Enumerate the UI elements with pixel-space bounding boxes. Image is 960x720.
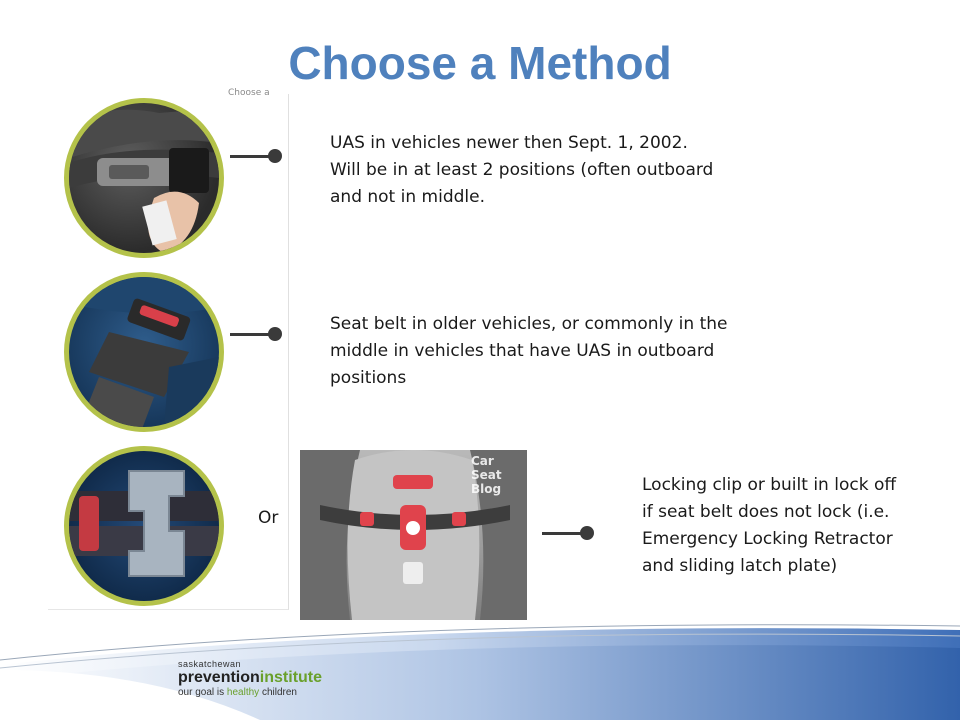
car-seat-blog-watermark: Car Seat Blog <box>471 454 502 496</box>
method-seat-belt-description: Seat belt in older vehicles, or commonly in the middle in vehicles that have UAS in outboard positions <box>330 314 728 388</box>
locking-clip-photo <box>64 446 224 606</box>
slide-title: Choose a Method <box>288 37 672 89</box>
logo-line-2: preventioninstitute <box>178 669 323 686</box>
logo-tagline: our goal is healthy children <box>178 687 297 698</box>
method-locking-clip-description: Locking clip or built in lock off if seat belt does not lock (i.e. Emergency Locking Retractor and sliding latch plate) <box>642 475 897 576</box>
uas-latch-photo <box>64 98 224 258</box>
connector-dot-3 <box>580 526 594 540</box>
locking-clip-icon <box>69 451 219 601</box>
seat-belt-photo <box>64 272 224 432</box>
seat-belt-buckle-icon <box>69 277 219 427</box>
connector-dot-2 <box>268 327 282 341</box>
prevention-institute-logo <box>178 660 322 698</box>
method-uas-description: UAS in vehicles newer then Sept. 1, 2002. Will be in at least 2 positions (often outboard and not in middle. <box>330 133 714 207</box>
or-label: Or <box>258 508 279 528</box>
connector-dot-1 <box>268 149 282 163</box>
logo-line-1: saskatchewan <box>178 659 242 669</box>
footer-swoosh <box>0 610 960 720</box>
car-seat-lock-off-photo <box>300 450 527 620</box>
uas-latch-connector-icon <box>69 103 219 253</box>
strip-header-text: Choose a <box>228 88 270 96</box>
